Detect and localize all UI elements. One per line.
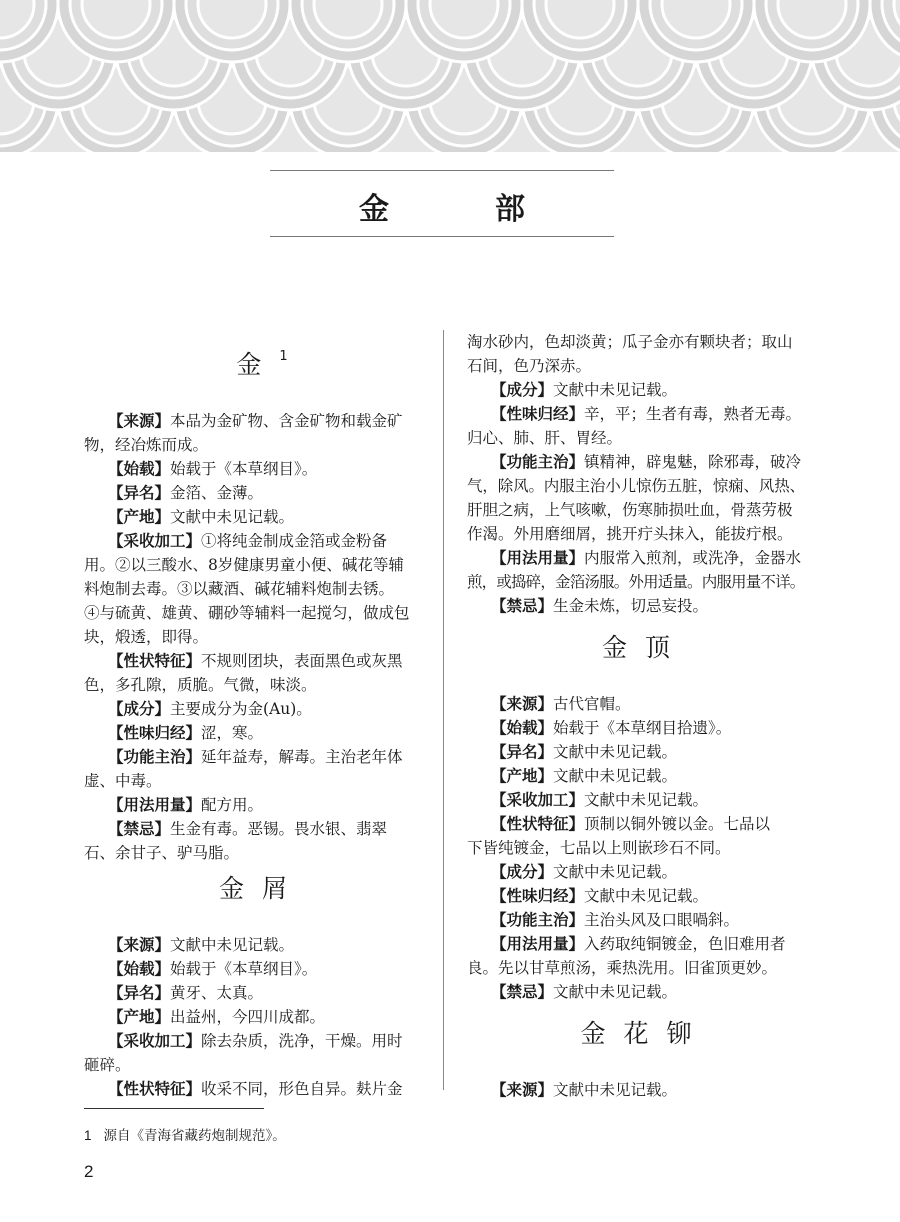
field-label: 【来源】: [108, 412, 171, 430]
entry-field-line: [108, 957, 317, 981]
entry-field-line: [108, 529, 387, 553]
field-text: 辛，平；生者有毒，熟者无毒。: [584, 405, 802, 423]
column-divider: [443, 330, 444, 1090]
entry-field-line: [108, 793, 263, 817]
entry-field-line: [491, 884, 708, 908]
field-label: 【产地】: [491, 767, 554, 785]
entry-field-line: [108, 505, 294, 529]
field-label: 【成分】: [491, 863, 554, 881]
field-text: 文献中未见记载。: [553, 767, 678, 785]
field-label: 【产地】: [108, 1008, 171, 1026]
field-label: 【产地】: [108, 508, 171, 526]
field-text: 不规则团块，表面黑色或灰黑: [201, 652, 403, 670]
field-text: 良。先以甘草煎汤，乘热洗用。旧雀顶更妙。: [467, 959, 778, 977]
entry-title: [84, 869, 422, 905]
section-title-block: [270, 170, 614, 238]
field-text: 始载于《本草纲目》。: [170, 960, 318, 978]
field-label: 【异名】: [108, 484, 171, 502]
field-text: 本品为金矿物、含金矿物和载金矿: [170, 412, 403, 430]
entry-title: [467, 628, 805, 664]
entry-text-line: [84, 577, 394, 601]
field-text: 气，除风。内服主治小儿惊伤五脏，惊痫、风热、: [467, 477, 805, 495]
entry-field-line: [108, 1005, 325, 1029]
title-rule-top: [270, 170, 614, 171]
field-label: 【性味归经】: [491, 887, 585, 905]
field-text: 延年益寿，解毒。主治老年体: [201, 748, 403, 766]
footnote-text: 源自《青海省藏药炮制规范》。: [103, 1128, 286, 1144]
field-text: 顶制以铜外镀以金。七品以: [584, 815, 771, 833]
field-label: 【异名】: [491, 743, 554, 761]
entry-field-line: [108, 697, 312, 721]
field-text: 黄牙、太真。: [170, 984, 264, 1002]
entry-text-line: [467, 498, 793, 522]
field-text: 淘水砂内，色却淡黄；瓜子金亦有颗块者；取山: [467, 333, 793, 351]
entry-text-line: [467, 956, 777, 980]
entry-title-text: 金顶: [601, 633, 688, 662]
field-text: 出益州，今四川成都。: [170, 1008, 326, 1026]
entry-field-line: [108, 817, 387, 841]
field-label: 【性状特征】: [108, 1080, 202, 1098]
field-text: 文献中未见记载。: [170, 508, 295, 526]
field-text: 收采不同，形色自异。麸片金: [201, 1080, 403, 1098]
field-text: 金箔、金薄。: [170, 484, 264, 502]
field-text: 块，煅透，即得。: [84, 628, 209, 646]
field-text: 生金未炼，切忌妄投。: [553, 597, 709, 615]
entry-field-line: [108, 933, 294, 957]
field-label: 【来源】: [108, 936, 171, 954]
field-label: 【禁忌】: [108, 820, 171, 838]
field-label: 【性味归经】: [491, 405, 585, 423]
field-text: 配方用。: [201, 796, 264, 814]
field-label: 【始载】: [491, 719, 554, 737]
entry-field-line: [491, 402, 801, 426]
field-label: 【始载】: [108, 460, 171, 478]
page-number: 2: [84, 1162, 94, 1181]
entry-text-line: [84, 673, 317, 697]
field-text: 砸碎。: [84, 1056, 131, 1074]
entry-text-line: [467, 426, 622, 450]
field-text: 石、余甘子、驴马脂。: [84, 844, 240, 862]
field-text: 涩，寒。: [201, 724, 264, 742]
field-text: 石间，色乃深赤。: [467, 357, 592, 375]
entry-text-line: [467, 330, 793, 354]
entry-text-line: [467, 836, 731, 860]
entry-title: [467, 1014, 805, 1050]
field-label: 【始载】: [108, 960, 171, 978]
field-label: 【禁忌】: [491, 983, 554, 1001]
entry-field-line: [491, 1078, 677, 1102]
field-label: 【成分】: [491, 381, 554, 399]
field-label: 【禁忌】: [491, 597, 554, 615]
field-text: 下皆纯镀金，七品以上则嵌珍石不同。: [467, 839, 731, 857]
field-text: 始载于《本草纲目》。: [170, 460, 318, 478]
field-label: 【性状特征】: [108, 652, 202, 670]
field-label: 【功能主治】: [491, 453, 585, 471]
entry-field-line: [491, 788, 708, 812]
entry-field-line: [108, 981, 263, 1005]
field-text: 始载于《本草纲目拾遗》。: [553, 719, 732, 737]
entry-text-line: [84, 841, 239, 865]
field-label: 【成分】: [108, 700, 171, 718]
field-text: 古代官帽。: [553, 695, 631, 713]
entry-field-line: [491, 908, 739, 932]
section-title: 金 部: [359, 192, 563, 227]
title-rule-bottom: [270, 236, 614, 237]
field-label: 【用法用量】: [491, 549, 585, 567]
entry-text-line: [467, 354, 591, 378]
field-text: 用。②以三酸水、8岁健康男童小便、碱花等辅: [84, 556, 404, 574]
field-text: 文献中未见记载。: [553, 863, 678, 881]
field-text: 文献中未见记载。: [553, 381, 678, 399]
field-label: 【采收加工】: [108, 532, 202, 550]
field-text: 色，多孔隙，质脆。气微，味淡。: [84, 676, 317, 694]
entry-title-text: 金花铆: [580, 1019, 710, 1048]
decorative-cloud-band: [0, 0, 900, 152]
field-text: 主要成分为金(Au)。: [170, 700, 312, 718]
field-text: ④与硫黄、雄黄、硼砂等辅料一起搅匀，做成包: [84, 604, 410, 622]
entry-field-line: [108, 409, 403, 433]
field-text: 料炮制去毒。③以藏酒、碱花辅料炮制去锈。: [84, 580, 395, 598]
entry-field-line: [108, 1029, 403, 1053]
field-text: 镇精神，辟鬼魅，除邪毒，破冷: [584, 453, 802, 471]
entry-field-line: [491, 450, 801, 474]
entry-text-line: [84, 553, 404, 577]
footnote: [84, 1124, 286, 1144]
field-label: 【来源】: [491, 1081, 554, 1099]
entry-title-text: 金: [236, 350, 280, 379]
entry-title-text: 金屑: [218, 874, 305, 903]
entry-text-line: [467, 570, 804, 594]
entry-text-line: [84, 433, 208, 457]
entry-text-line: [84, 601, 410, 625]
entry-field-line: [491, 764, 677, 788]
field-label: 【采收加工】: [108, 1032, 202, 1050]
field-text: 文献中未见记载。: [553, 743, 678, 761]
field-label: 【用法用量】: [491, 935, 585, 953]
entry-title: [84, 345, 422, 381]
entry-field-line: [108, 649, 403, 673]
field-label: 【性味归经】: [108, 724, 202, 742]
field-text: 文献中未见记载。: [584, 887, 709, 905]
field-label: 【采收加工】: [491, 791, 585, 809]
entry-field-line: [491, 740, 677, 764]
field-text: 归心、肺、肝、胃经。: [467, 429, 623, 447]
field-text: 入药取纯铜镀金，色旧难用者: [584, 935, 786, 953]
field-label: 【异名】: [108, 984, 171, 1002]
entry-text-line: [84, 1053, 131, 1077]
entry-field-line: [491, 378, 677, 402]
field-text: ①将纯金制成金箔或金粉备: [201, 532, 388, 550]
footnote-number: 1: [84, 1128, 92, 1143]
entry-field-line: [491, 546, 801, 570]
entry-field-line: [108, 481, 263, 505]
entry-field-line: [108, 457, 317, 481]
entry-text-line: [467, 474, 805, 498]
field-text: 内服常入煎剂，或洗净，金器水: [584, 549, 802, 567]
entry-field-line: [491, 980, 677, 1004]
field-text: 文献中未见记载。: [584, 791, 709, 809]
field-text: 肝胆之病，上气咳嗽，伤寒肺损吐血，骨蒸劳极: [467, 501, 793, 519]
field-text: 虚、中毒。: [84, 772, 162, 790]
footnote-mark: 1: [279, 348, 288, 364]
entry-field-line: [491, 812, 770, 836]
field-text: 煎，或捣碎，金箔汤服。外用适量。内服用量不详。: [467, 573, 805, 591]
field-text: 除去杂质，洗净，干燥。用时: [201, 1032, 403, 1050]
entry-field-line: [491, 860, 677, 884]
field-text: 文献中未见记载。: [553, 983, 678, 1001]
entry-text-line: [467, 522, 793, 546]
entry-field-line: [491, 716, 731, 740]
field-label: 【功能主治】: [491, 911, 585, 929]
field-text: 作渴。外用磨细屑，挑开疔头抹入，能拔疔根。: [467, 525, 793, 543]
entry-field-line: [491, 692, 631, 716]
entry-text-line: [84, 769, 162, 793]
entry-field-line: [491, 932, 786, 956]
entry-text-line: [84, 625, 208, 649]
field-text: 物，经冶炼而成。: [84, 436, 209, 454]
entry-field-line: [108, 1077, 403, 1101]
field-label: 【用法用量】: [108, 796, 202, 814]
field-text: 主治头风及口眼喎斜。: [584, 911, 740, 929]
field-label: 【性状特征】: [491, 815, 585, 833]
field-text: 生金有毒。恶锡。畏水银、翡翠: [170, 820, 388, 838]
entry-field-line: [108, 721, 263, 745]
field-label: 【功能主治】: [108, 748, 202, 766]
field-text: 文献中未见记载。: [170, 936, 295, 954]
footnote-rule: [84, 1108, 264, 1109]
entry-field-line: [108, 745, 403, 769]
field-text: 文献中未见记载。: [553, 1081, 678, 1099]
entry-field-line: [491, 594, 708, 618]
field-label: 【来源】: [491, 695, 554, 713]
